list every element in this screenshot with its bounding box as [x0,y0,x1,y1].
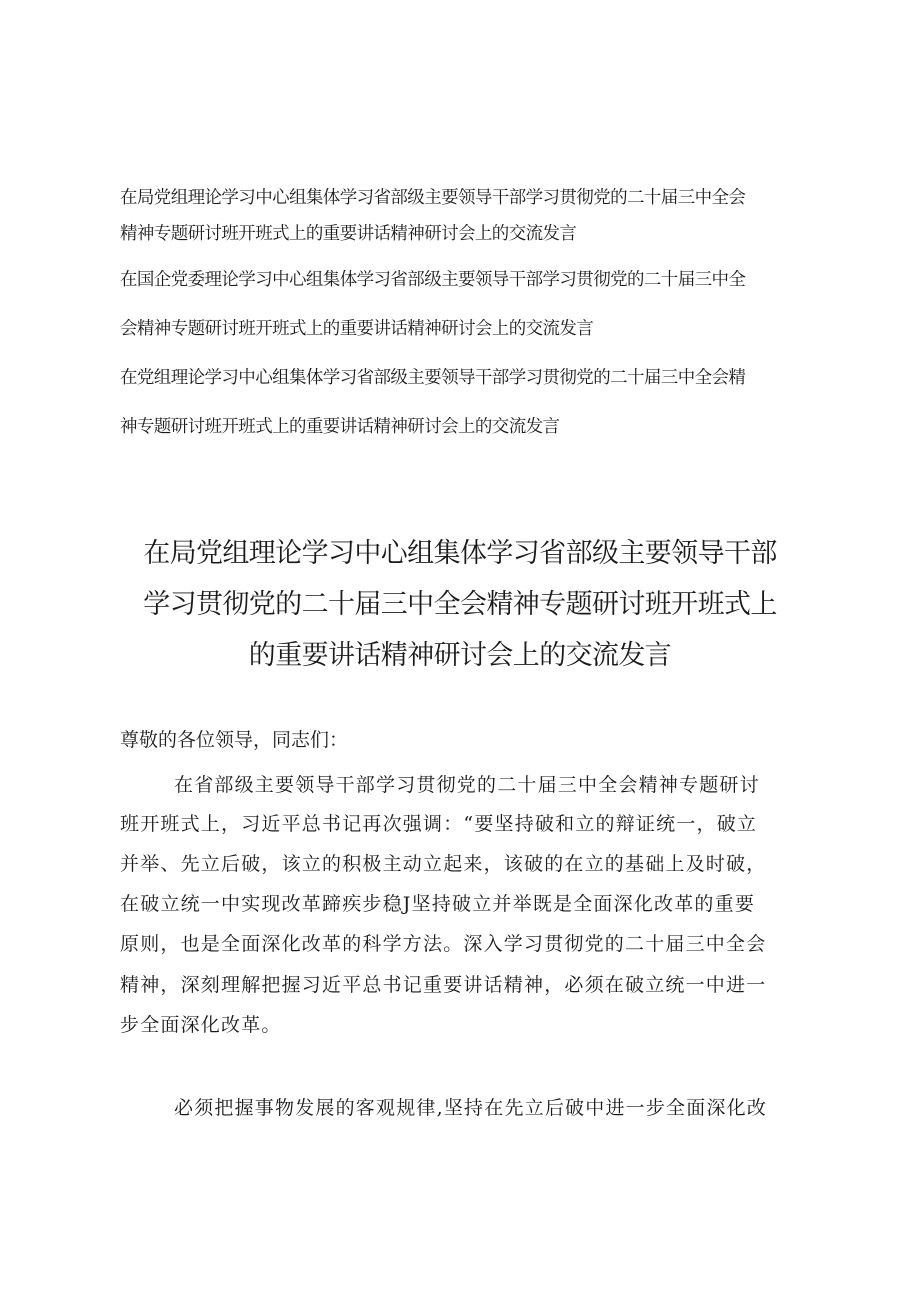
toc-line: 在党组理论学习中心组集体学习省部级主要领导干部学习贯彻党的二十届三中全会精 [120,368,746,388]
body-line: 并举、先立后破，该立的积极主动立起来，该破的在立的基础上及时破， [120,853,767,875]
toc-line: 在局党组理论学习中心组集体学习省部级主要领导干部学习贯彻党的二十届三中全会 [120,188,746,208]
toc-line: 神专题研讨班开班式上的重要讲话精神研讨会上的交流发言 [120,417,560,437]
body-line: 必须把握事物发展的客观规律,坚持在先立后破中进一步全面深化改 [174,1097,768,1119]
body-line: 精神，深刻理解把握习近平总书记重要讲话精神，必须在破立统一中进一 [120,974,767,996]
toc-line: 精神专题研讨班开班式上的重要讲话精神研讨会上的交流发言 [120,224,577,244]
title-line: 的重要讲话精神研讨会上的交流发言 [248,640,672,671]
title-line: 学习贯彻党的二十届三中全会精神专题研讨班开班式上 [143,589,777,620]
body-line: 原则，也是全面深化改革的科学方法。深入学习贯彻党的二十届三中全会 [120,933,767,955]
body-line: 在破立统一中实现改革蹄疾步稳J坚持破立并举既是全面深化改革的重要 [120,893,756,915]
title-line: 在局党组理论学习中心组集体学习省部级主要领导干部 [143,538,777,569]
body-line: 在省部级主要领导干部学习贯彻党的二十届三中全会精神专题研讨 [174,774,760,796]
toc-line: 在国企党委理论学习中心组集体学习省部级主要领导干部学习贯彻党的二十届三中全 [120,270,746,290]
body-line: 班开班式上，习近平总书记再次强调：“要坚持破和立的辩证统一，破立 [120,813,758,835]
salutation: 尊敬的各位领导，同志们： [120,729,349,751]
toc-line: 会精神专题研讨班开班式上的重要讲话精神研讨会上的交流发言 [120,319,594,339]
body-line: 步全面深化改革。 [120,1014,282,1036]
speech-title [100,528,820,681]
